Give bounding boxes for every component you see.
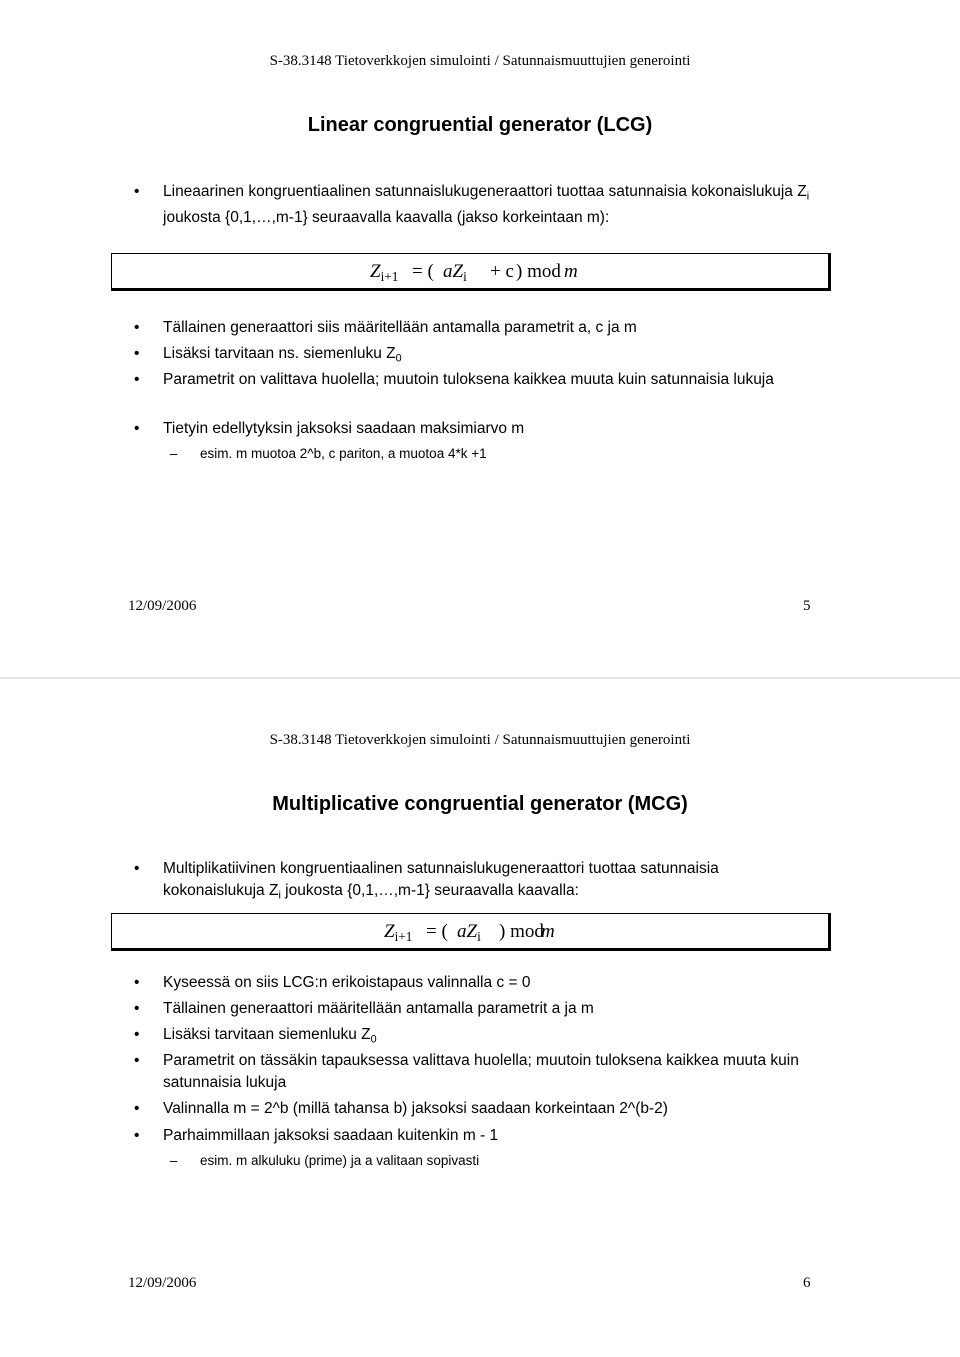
sub-bullet-item: – esim. m muotoa 2^b, c pariton, a muotoa 4*k +1 (200, 444, 487, 464)
bullet-item: • Lisäksi tarvitaan ns. siemenluku $Z_0$ (134, 345, 402, 365)
mcg-formula-box: $Z_{i+1}$ = ( $aZ_i$ ) mod m (111, 913, 831, 951)
bullet-marker: • (134, 1026, 140, 1043)
bullet-item: • Tietyin edellytyksin jaksoksi saadaan maksimiarvo m (163, 418, 813, 440)
dash-marker: – (170, 446, 178, 461)
bullet-marker: • (134, 974, 140, 991)
bullet-marker: • (134, 183, 140, 200)
bullet-marker: • (134, 420, 140, 437)
bullet-item: • Parametrit on tässäkin tapauksessa valittava huolella; muutoin tuloksena kaikkea muuta kuin satunnaisia lukuja (134, 1052, 799, 1091)
bullet-item: • Lineaarinen kongruentiaalinen satunnaislukugeneraattori tuottaa satunnaisia kokonaislukuja $Z_i$ joukosta {0,1,…,m-1} seuraavalla kaavalla (jakso korkeintaan m): (134, 183, 810, 227)
bullet-item: • Parametrit on valittava huolella; muutoin tuloksena kaikkea muuta kuin satunnaisia lukuja (163, 369, 813, 391)
slide-header: S-38.3148 Tietoverkkojen simulointi / Satunnaismuuttujien generointi (269, 53, 691, 69)
bullet-marker: • (134, 371, 140, 388)
dash-marker: – (170, 1153, 178, 1168)
bullet-item: • Tällainen generaattori määritellään antamalla parametrit a ja m (163, 998, 813, 1020)
bullet-item: • Lisäksi tarvitaan siemenluku $Z_0$ (134, 1026, 377, 1046)
bullet-marker: • (134, 1052, 140, 1069)
slide-6 (0, 679, 960, 1357)
page-number: 5 (803, 598, 811, 614)
slide-5 (0, 0, 960, 678)
bullet-item: • Parhaimmillaan jaksoksi saadaan kuitenkin m - 1 (163, 1125, 813, 1147)
lcg-formula-box: $Z_{i+1}$ = ( $aZ_i$ + c ) mod m (111, 253, 831, 291)
bullet-item: • Multiplikatiivinen kongruentiaalinen satunnaislukugeneraattori tuottaa satunnaisia kokonaislukuja $Z_i$ joukosta {0,1,…,m-1} seuraavalla kaavalla: (134, 860, 719, 902)
bullet-item: • Tällainen generaattori siis määritellään antamalla parametrit a, c ja m (163, 317, 813, 339)
bullet-marker: • (134, 1127, 140, 1144)
bullet-item: • Valinnalla m = 2^b (millä tahansa b) jaksoksi saadaan korkeintaan 2^(b-2) (163, 1098, 813, 1120)
bullet-marker: • (134, 1000, 140, 1017)
bullet-marker: • (134, 860, 140, 877)
footer-date: 12/09/2006 (128, 598, 197, 614)
slide-title: Multiplicative congruential generator (MCG) (272, 793, 688, 815)
bullet-marker: • (134, 319, 140, 336)
slide-title: Linear congruential generator (LCG) (307, 114, 653, 136)
page-number: 6 (803, 1275, 811, 1291)
bullet-item: • Kyseessä on siis LCG:n erikoistapaus valinnalla c = 0 (163, 972, 813, 994)
slide-header: S-38.3148 Tietoverkkojen simulointi / Satunnaismuuttujien generointi (269, 732, 691, 748)
bullet-marker: • (134, 1100, 140, 1117)
bullet-marker: • (134, 345, 140, 362)
footer-date: 12/09/2006 (128, 1275, 197, 1291)
sub-bullet-item: – esim. m alkuluku (prime) ja a valitaan sopivasti (200, 1151, 479, 1171)
